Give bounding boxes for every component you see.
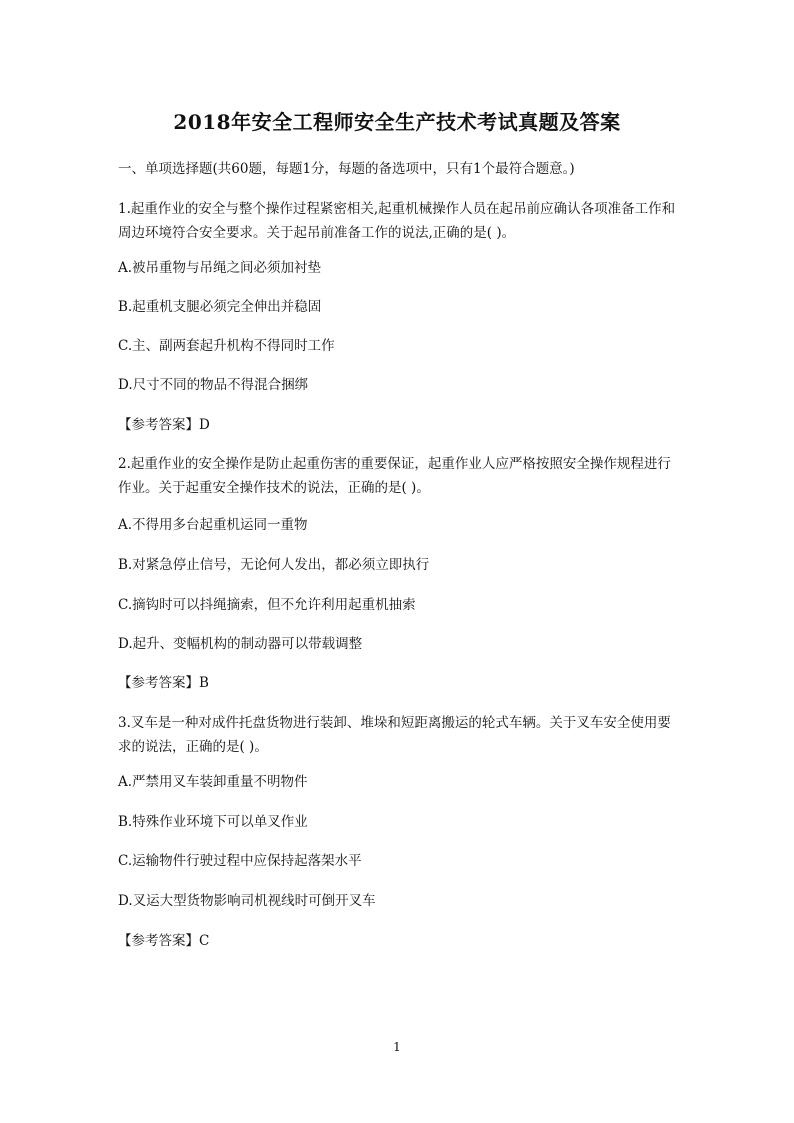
page-number: 1 (393, 1040, 401, 1054)
question-1-answer: 【参考答案】D (118, 417, 210, 433)
question-3-option-c: C.运输物件行驶过程中应保持起落架水平 (118, 853, 362, 869)
question-3-option-a: A.严禁用叉车装卸重量不明物件 (118, 774, 308, 790)
question-1-option-b: B.起重机支腿必须完全伸出并稳固 (118, 299, 322, 315)
question-3-answer: 【参考答案】C (118, 933, 210, 949)
question-1-option-d: D.尺寸不同的物品不得混合捆绑 (118, 377, 309, 393)
question-1-option-c: C.主、副两套起升机构不得同时工作 (118, 338, 335, 354)
page-title: 2018年安全工程师安全生产技术考试真题及答案 (173, 110, 621, 134)
question-2-option-a: A.不得用多台起重机运同一重物 (118, 517, 308, 533)
question-2-stem: 2.起重作业的安全操作是防止起重伤害的重要保证，起重作业人应严格按照安全操作规程进行作业。关于起重安全操作技术的说法，正确的是( )。 (118, 456, 671, 496)
question-3-option-b: B.特殊作业环境下可以单叉作业 (118, 814, 308, 830)
question-3-option-d: D.叉运大型货物影响司机视线时可倒开叉车 (118, 893, 376, 909)
question-2-option-d: D.起升、变幅机构的制动器可以带载调整 (118, 636, 363, 652)
question-1-stem: 1.起重作业的安全与整个操作过程紧密相关,起重机械操作人员在起吊前应确认各项准备工作和周边环境符合安全要求。关于起吊前准备工作的说法,正确的是( )。 (118, 201, 676, 241)
section-heading: 一、单项选择题(共60题，每题1分，每题的备选项中，只有1个最符合题意。) (118, 161, 575, 177)
question-2-answer: 【参考答案】B (118, 675, 209, 691)
question-3-stem: 3.叉车是一种对成件托盘货物进行装卸、堆垛和短距离搬运的轮式车辆。关于叉车安全使用要求的说法，正确的是( )。 (118, 715, 671, 755)
question-2-option-c: C.摘钩时可以抖绳摘索，但不允许利用起重机抽索 (118, 597, 416, 613)
question-1-option-a: A.被吊重物与吊绳之间必须加衬垫 (118, 260, 322, 276)
question-2-option-b: B.对紧急停止信号，无论何人发出，都必须立即执行 (118, 557, 430, 573)
